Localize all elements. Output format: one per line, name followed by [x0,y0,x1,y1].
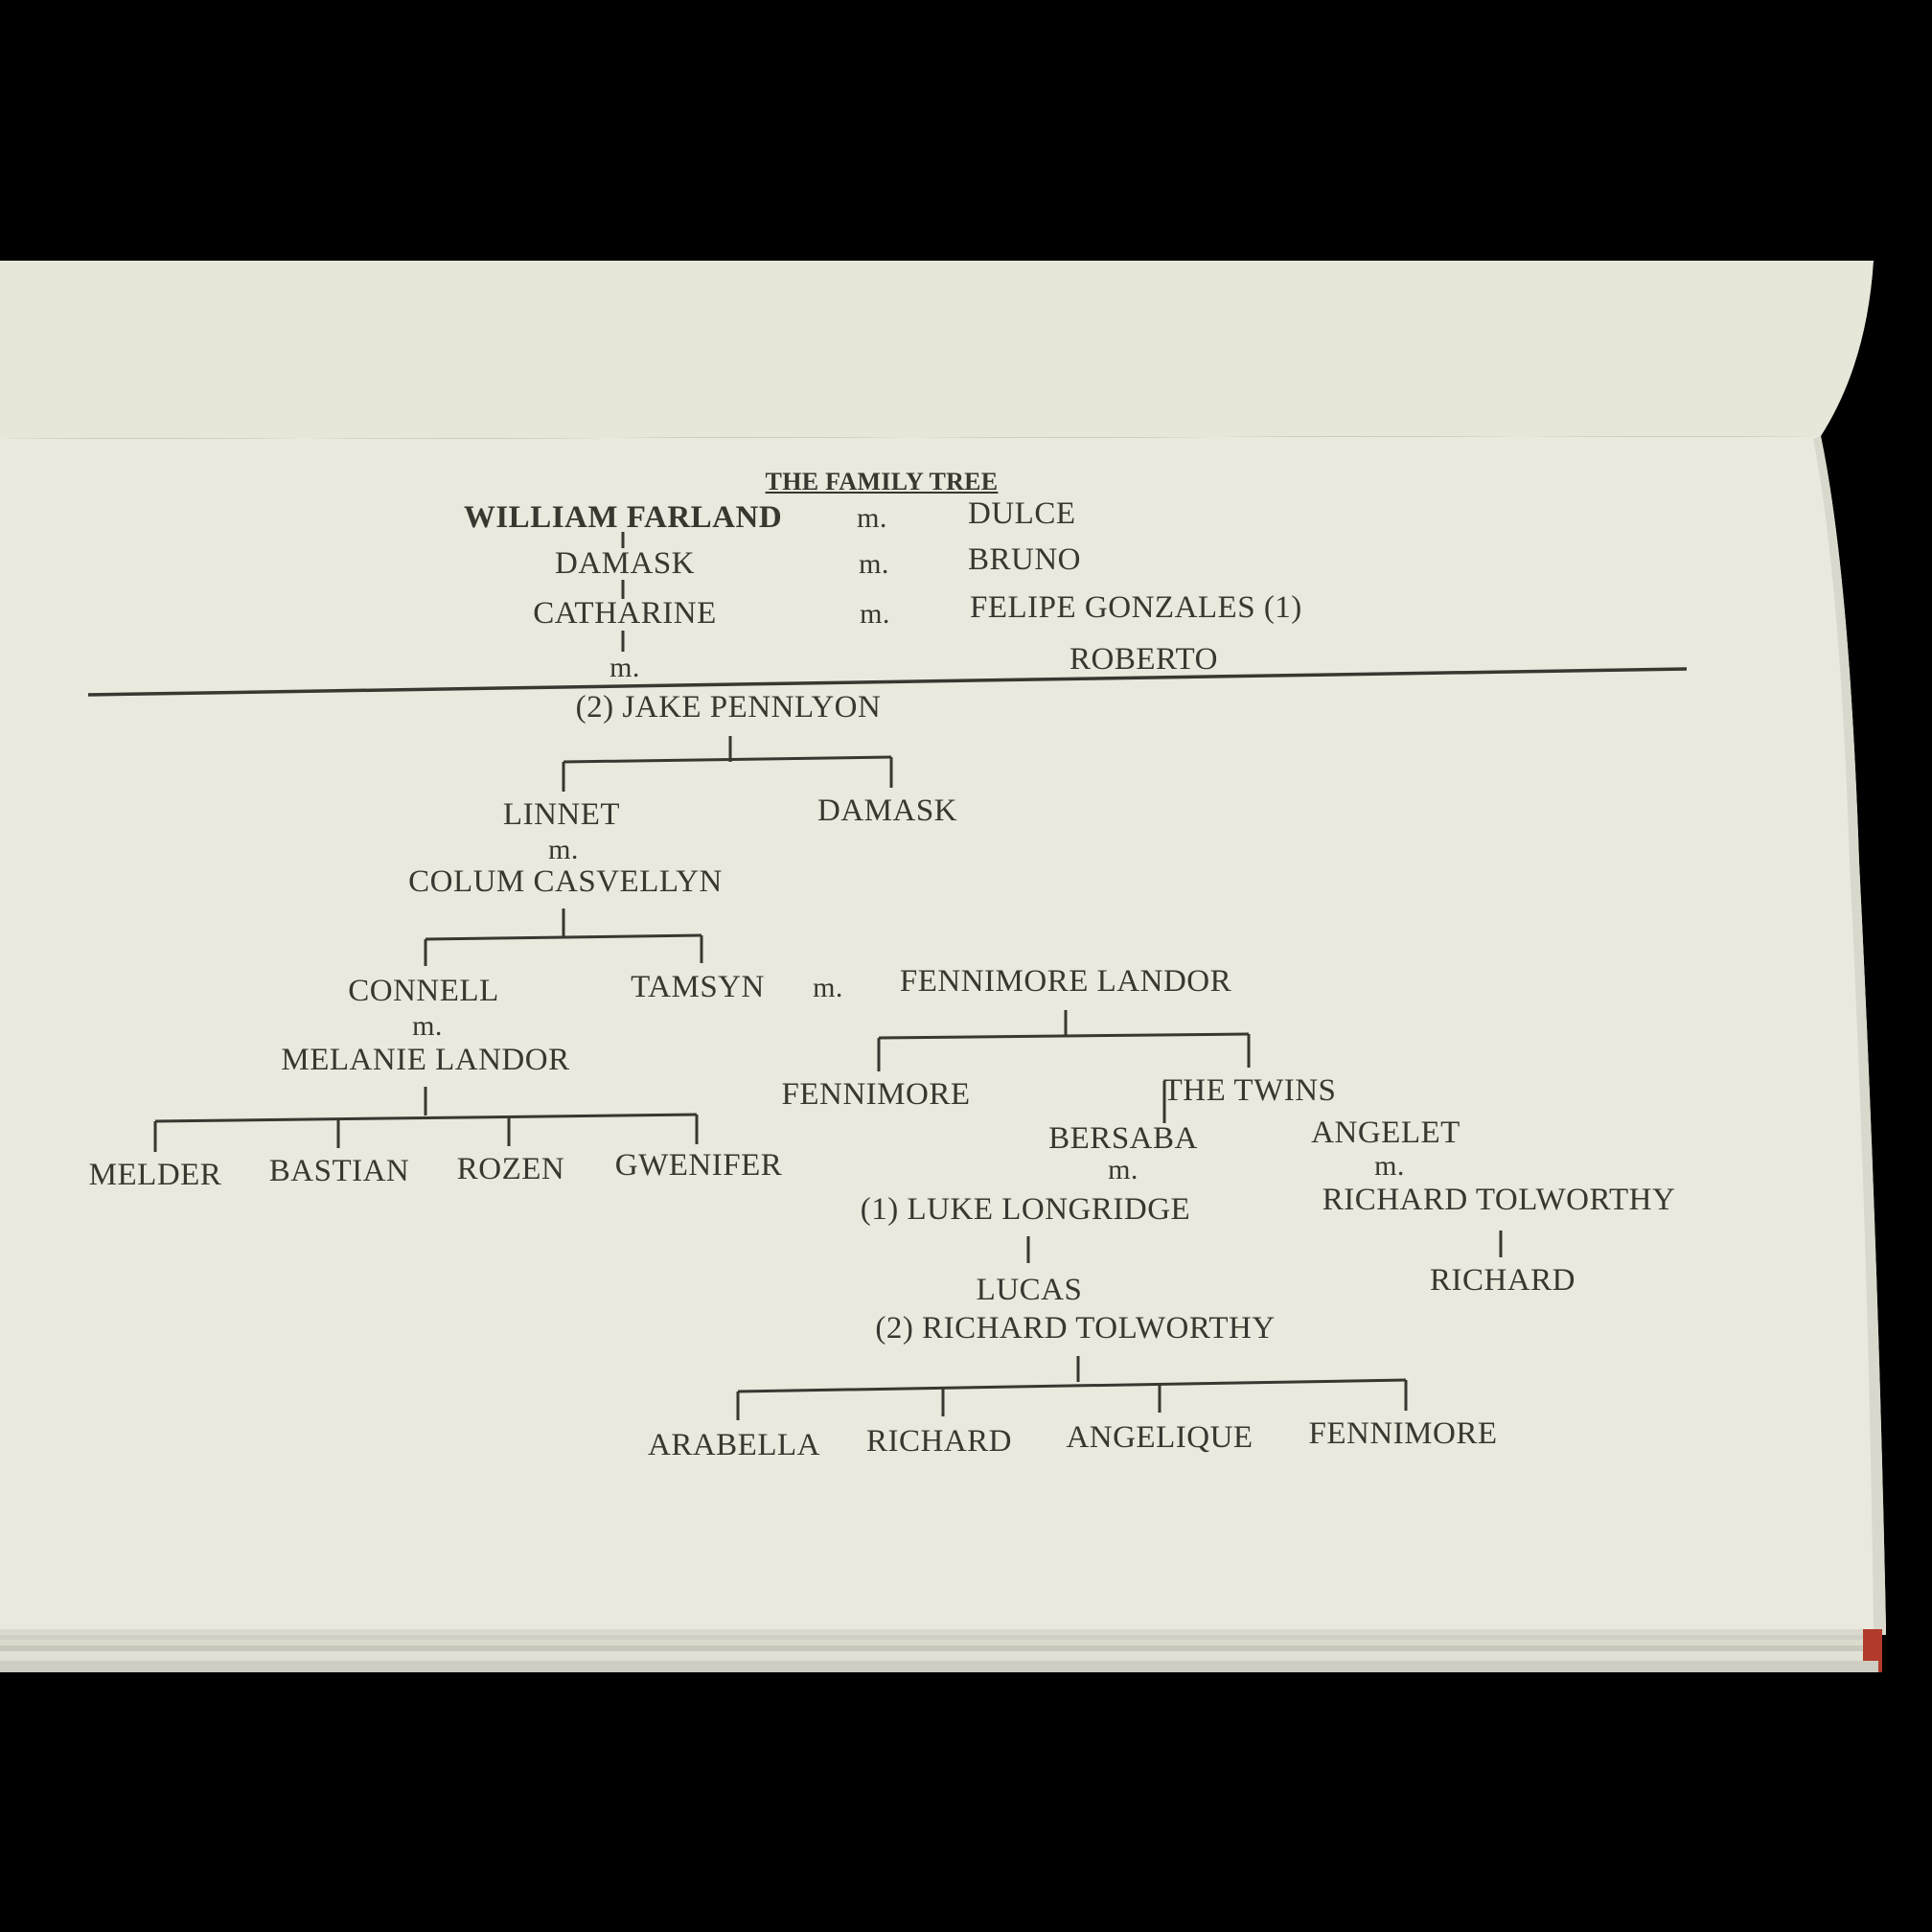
person-arabella: ARABELLA [648,1428,820,1462]
marriage-marker: m. [813,972,843,1003]
person-bruno: BRUNO [968,542,1082,577]
person-tamsyn: TAMSYN [631,970,765,1004]
person-fennimore-2: FENNIMORE [1308,1416,1498,1451]
marriage-marker: m. [610,652,640,683]
person-linnet: LINNET [502,797,621,832]
person-luke-longridge: (1) LUKE LONGRIDGE [860,1192,1191,1227]
marriage-marker: m. [857,502,887,534]
marriage-marker: m. [412,1010,443,1042]
person-lucas: LUCAS [976,1273,1083,1307]
person-damask: DAMASK [554,546,696,581]
person-felipe-gonzales: FELIPE GONZALES (1) [970,590,1302,625]
person-richard: RICHARD [1429,1263,1576,1298]
person-melanie-landor: MELANIE LANDOR [281,1043,570,1077]
marriage-marker: m. [1374,1150,1405,1182]
marriage-marker: m. [860,598,890,630]
person-william-farland: WILLIAM FARLAND [463,500,783,535]
person-angelique: ANGELIQUE [1066,1420,1254,1455]
person-colum-casvellyn: COLUM CASVELLYN [408,864,723,899]
marriage-marker: m. [548,834,579,865]
person-richard-tolworthy: RICHARD TOLWORTHY [1322,1183,1676,1217]
person-richard-2: RICHARD [865,1424,1013,1459]
person-rozen: ROZEN [456,1152,565,1186]
person-fennimore: FENNIMORE [781,1077,971,1112]
person-fennimore-landor: FENNIMORE LANDOR [899,964,1232,999]
person-connell: CONNELL [348,974,499,1008]
person-richard-tolworthy-2: (2) RICHARD TOLWORTHY [875,1311,1276,1346]
person-bastian: BASTIAN [268,1154,410,1188]
person-bersaba: BERSABA [1048,1121,1198,1156]
person-angelet: ANGELET [1311,1116,1460,1150]
person-gwenifer: GWENIFER [614,1148,783,1183]
label-the-twins: THE TWINS [1162,1073,1337,1108]
marriage-marker: m. [859,548,889,580]
person-melder: MELDER [88,1158,222,1192]
person-dulce: DULCE [968,496,1076,531]
page-title: THE FAMILY TREE [765,468,999,495]
person-catharine: CATHARINE [533,596,717,631]
person-jake-pennlyon: (2) JAKE PENNLYON [575,690,882,724]
person-damask-2: DAMASK [816,794,958,828]
upper-page [0,261,1874,439]
person-roberto: ROBERTO [1070,642,1218,677]
marriage-marker: m. [1108,1154,1138,1185]
